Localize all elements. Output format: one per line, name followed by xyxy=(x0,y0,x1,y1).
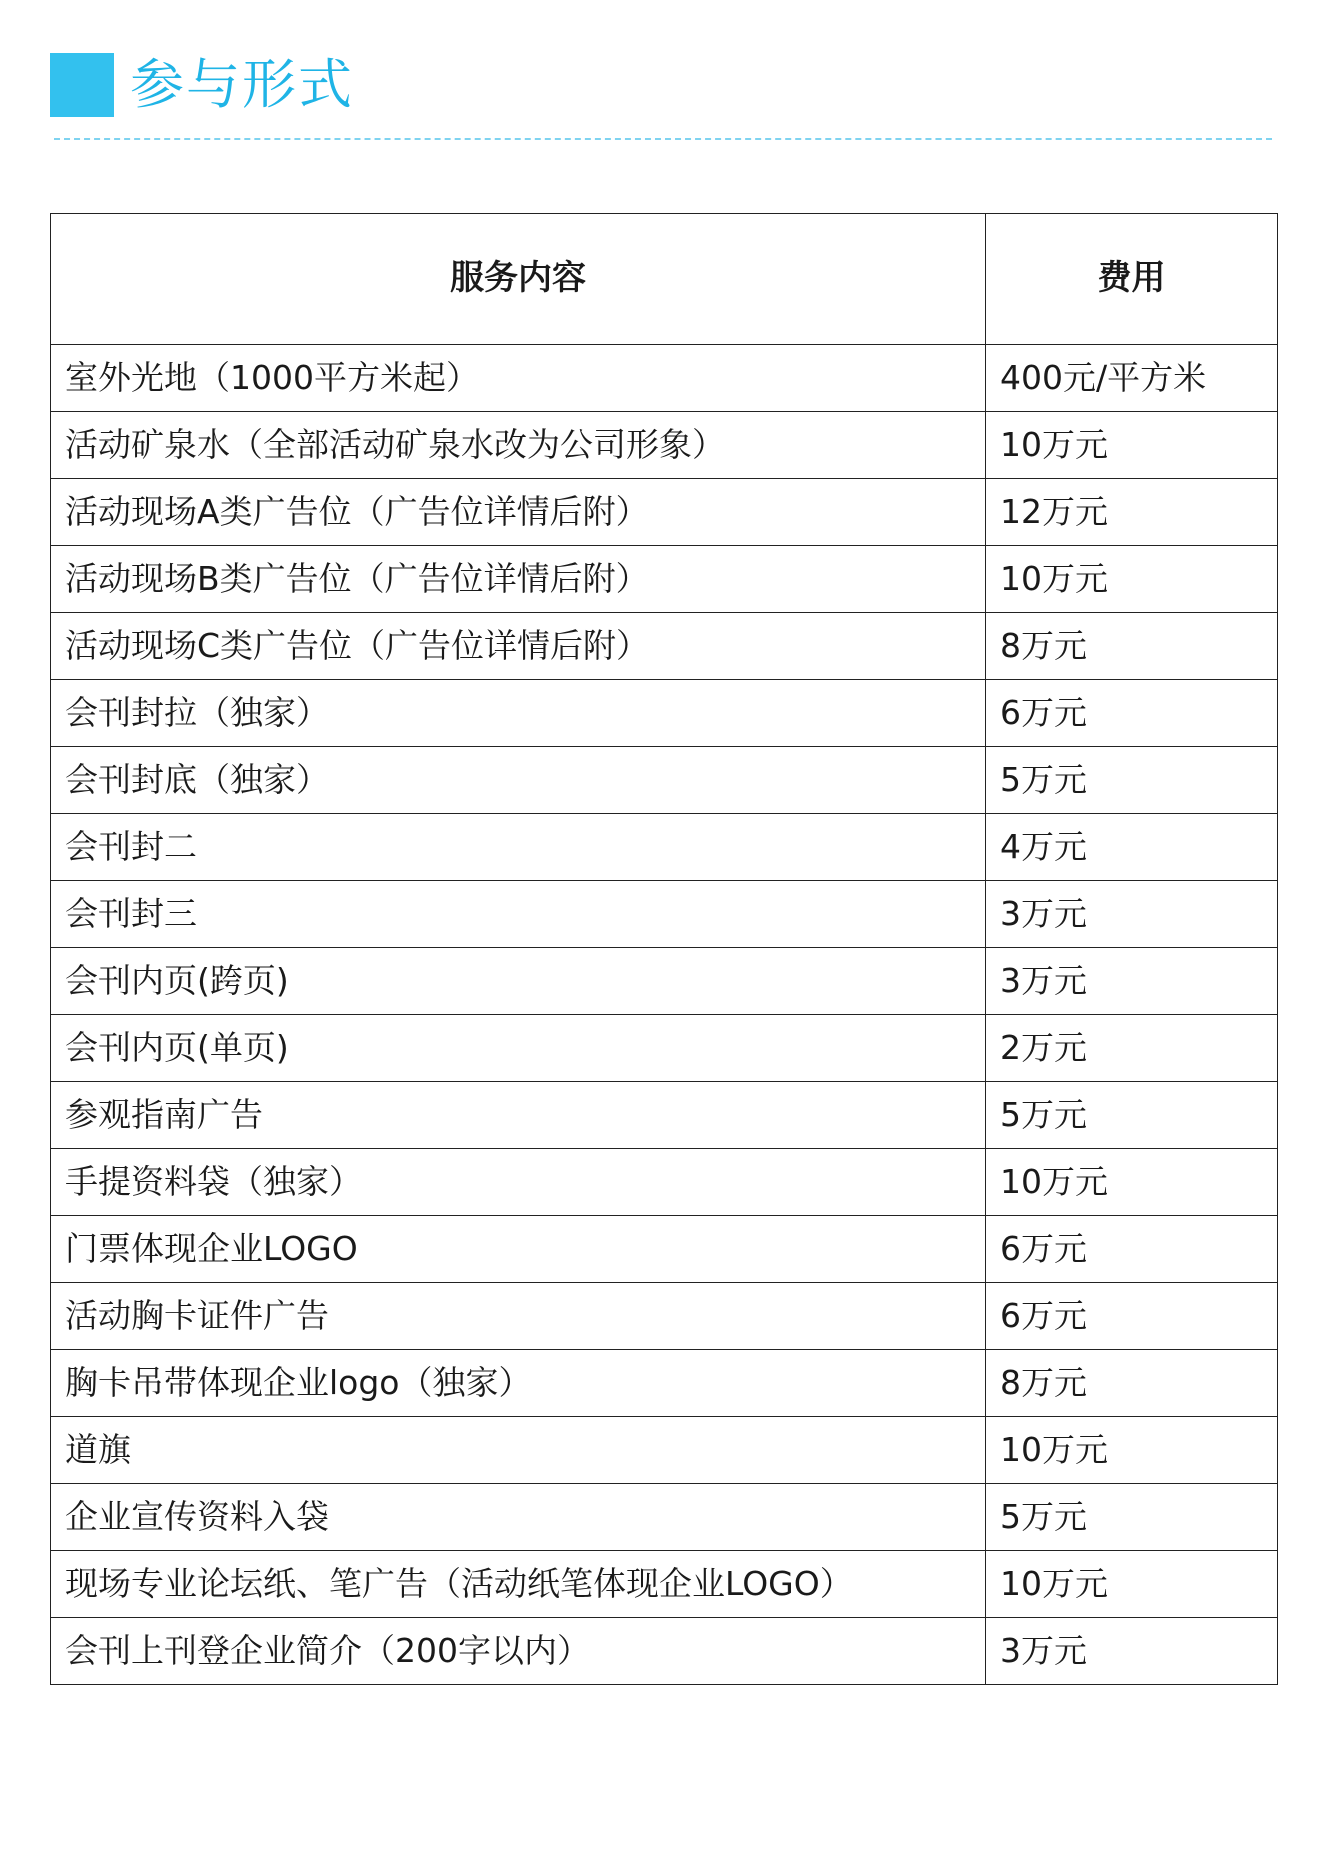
service-cell: 会刊内页(跨页) xyxy=(51,948,986,1015)
table-row xyxy=(51,1283,1278,1350)
fee-cell: 3万元 xyxy=(986,948,1278,1015)
service-cell: 企业宣传资料入袋 xyxy=(51,1484,986,1551)
service-cell: 活动矿泉水（全部活动矿泉水改为公司形象） xyxy=(51,412,986,479)
fee-cell: 8万元 xyxy=(986,613,1278,680)
service-cell: 会刊内页(单页) xyxy=(51,1015,986,1082)
table-row xyxy=(51,747,1278,814)
fee-cell: 8万元 xyxy=(986,1350,1278,1417)
fee-cell: 12万元 xyxy=(986,479,1278,546)
service-cell: 会刊封三 xyxy=(51,881,986,948)
service-cell: 胸卡吊带体现企业logo（独家） xyxy=(51,1350,986,1417)
table-row xyxy=(51,881,1278,948)
fee-cell: 6万元 xyxy=(986,680,1278,747)
service-cell: 会刊封底（独家） xyxy=(51,747,986,814)
fee-cell: 5万元 xyxy=(986,1082,1278,1149)
table-row xyxy=(51,1417,1278,1484)
table-row xyxy=(51,546,1278,613)
fee-cell: 10万元 xyxy=(986,1149,1278,1216)
service-cell: 会刊封拉（独家） xyxy=(51,680,986,747)
table-row xyxy=(51,1551,1278,1618)
fee-cell: 6万元 xyxy=(986,1216,1278,1283)
table-row xyxy=(51,814,1278,881)
fee-cell: 2万元 xyxy=(986,1015,1278,1082)
fee-cell: 3万元 xyxy=(986,881,1278,948)
page-title: 参与形式 xyxy=(130,53,354,116)
service-cell: 室外光地（1000平方米起） xyxy=(51,345,986,412)
fee-cell: 5万元 xyxy=(986,747,1278,814)
table-row xyxy=(51,1216,1278,1283)
fee-cell: 10万元 xyxy=(986,546,1278,613)
fee-cell: 4万元 xyxy=(986,814,1278,881)
table-row xyxy=(51,479,1278,546)
fee-cell: 5万元 xyxy=(986,1484,1278,1551)
service-cell: 活动胸卡证件广告 xyxy=(51,1283,986,1350)
service-cell: 道旗 xyxy=(51,1417,986,1484)
service-cell: 活动现场B类广告位（广告位详情后附） xyxy=(51,546,986,613)
fee-cell: 10万元 xyxy=(986,1551,1278,1618)
table-row xyxy=(51,1484,1278,1551)
table-row xyxy=(51,1149,1278,1216)
dashed-divider xyxy=(54,138,1272,140)
table-row xyxy=(51,948,1278,1015)
table-row xyxy=(51,1350,1278,1417)
fee-cell: 400元/平方米 xyxy=(986,345,1278,412)
fee-cell: 3万元 xyxy=(986,1618,1278,1685)
column-header-service: 服务内容 xyxy=(51,214,986,345)
table-body xyxy=(51,345,1278,1685)
service-cell: 参观指南广告 xyxy=(51,1082,986,1149)
section-header xyxy=(50,52,354,118)
service-cell: 活动现场A类广告位（广告位详情后附） xyxy=(51,479,986,546)
fee-cell: 10万元 xyxy=(986,1417,1278,1484)
table-row xyxy=(51,1082,1278,1149)
service-cell: 会刊上刊登企业简介（200字以内） xyxy=(51,1618,986,1685)
fee-cell: 6万元 xyxy=(986,1283,1278,1350)
fee-cell: 10万元 xyxy=(986,412,1278,479)
table-row xyxy=(51,613,1278,680)
service-cell: 门票体现企业LOGO xyxy=(51,1216,986,1283)
table-row xyxy=(51,1618,1278,1685)
table-header-row xyxy=(51,214,1278,345)
table-row xyxy=(51,1015,1278,1082)
service-cell: 活动现场C类广告位（广告位详情后附） xyxy=(51,613,986,680)
table-row xyxy=(51,412,1278,479)
service-cell: 会刊封二 xyxy=(51,814,986,881)
column-header-fee: 费用 xyxy=(986,214,1278,345)
table-row xyxy=(51,345,1278,412)
service-cell: 手提资料袋（独家） xyxy=(51,1149,986,1216)
pricing-table xyxy=(50,213,1278,1685)
service-cell: 现场专业论坛纸、笔广告（活动纸笔体现企业LOGO） xyxy=(51,1551,986,1618)
table-row xyxy=(51,680,1278,747)
header-square-icon xyxy=(50,53,114,117)
